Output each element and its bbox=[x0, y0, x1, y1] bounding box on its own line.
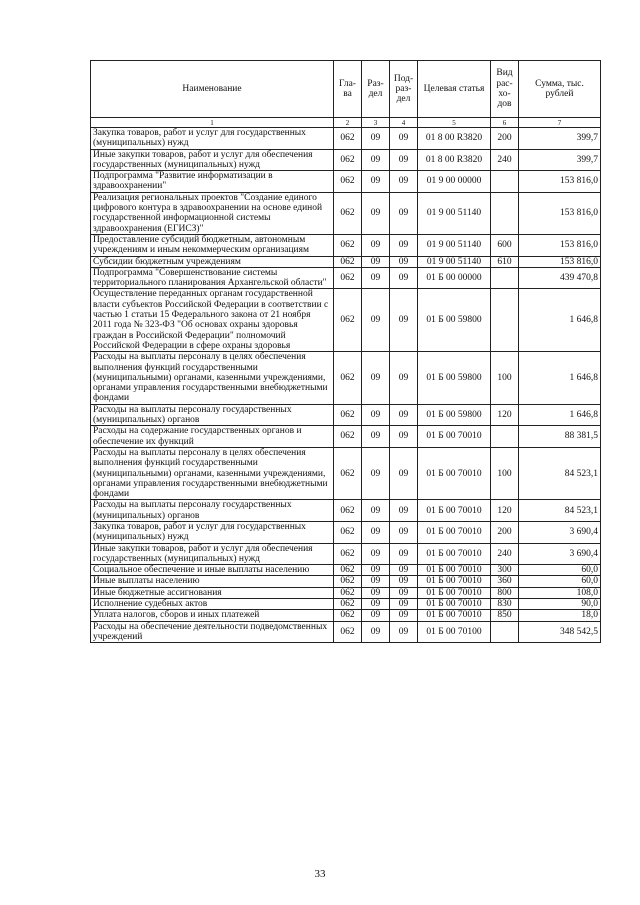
row-target: 01 Б 00 59800 bbox=[418, 404, 491, 426]
row-podrazdel: 09 bbox=[390, 576, 418, 587]
column-number: 1 bbox=[91, 118, 334, 128]
row-name: Социальное обеспечение и иные выплаты населению bbox=[91, 565, 334, 576]
row-razdel: 09 bbox=[362, 352, 390, 404]
row-name: Расходы на выплаты персоналу государственных (муниципальных) органов bbox=[91, 500, 334, 522]
row-podrazdel: 09 bbox=[390, 404, 418, 426]
row-razdel: 09 bbox=[362, 192, 390, 234]
row-sum: 153 816,0 bbox=[519, 256, 601, 267]
page-number: 33 bbox=[314, 868, 326, 880]
row-podrazdel: 09 bbox=[390, 599, 418, 610]
row-glava: 062 bbox=[334, 587, 362, 598]
row-target: 01 9 00 51140 bbox=[418, 256, 491, 267]
row-glava: 062 bbox=[334, 149, 362, 171]
header-name: Наименование bbox=[91, 61, 334, 118]
row-name: Уплата налогов, сборов и иных платежей bbox=[91, 610, 334, 621]
row-target: 01 Б 00 70010 bbox=[418, 599, 491, 610]
row-target: 01 9 00 00000 bbox=[418, 171, 491, 193]
row-razdel: 09 bbox=[362, 128, 390, 150]
row-razdel: 09 bbox=[362, 234, 390, 256]
row-razdel: 09 bbox=[362, 447, 390, 499]
row-target: 01 Б 00 70010 bbox=[418, 426, 491, 448]
row-sum: 1 646,8 bbox=[519, 352, 601, 404]
row-glava: 062 bbox=[334, 352, 362, 404]
table-row bbox=[91, 599, 601, 610]
row-vid: 830 bbox=[491, 599, 519, 610]
row-sum: 399,7 bbox=[519, 128, 601, 150]
table-row bbox=[91, 543, 601, 565]
table-row bbox=[91, 171, 601, 193]
table-row bbox=[91, 587, 601, 598]
row-name: Предоставление субсидий бюджетным, автономным учреждениям и иным некоммерческим организациям bbox=[91, 234, 334, 256]
row-podrazdel: 09 bbox=[390, 521, 418, 543]
row-target: 01 9 00 51140 bbox=[418, 234, 491, 256]
row-sum: 88 381,5 bbox=[519, 426, 601, 448]
row-podrazdel: 09 bbox=[390, 149, 418, 171]
table-body bbox=[91, 118, 601, 643]
row-name: Подпрограмма "Совершенствование системы территориального планирования Архангельской области" bbox=[91, 267, 334, 289]
row-target: 01 8 00 R3820 bbox=[418, 128, 491, 150]
header-row bbox=[91, 61, 601, 118]
row-sum: 84 523,1 bbox=[519, 447, 601, 499]
row-vid bbox=[491, 621, 519, 643]
row-glava: 062 bbox=[334, 576, 362, 587]
row-target: 01 Б 00 00000 bbox=[418, 267, 491, 289]
row-vid bbox=[491, 289, 519, 352]
row-razdel: 09 bbox=[362, 543, 390, 565]
row-target: 01 8 00 R3820 bbox=[418, 149, 491, 171]
table-row bbox=[91, 149, 601, 171]
row-target: 01 Б 00 70010 bbox=[418, 610, 491, 621]
row-razdel: 09 bbox=[362, 565, 390, 576]
row-vid bbox=[491, 192, 519, 234]
row-vid bbox=[491, 426, 519, 448]
row-vid: 800 bbox=[491, 587, 519, 598]
table-row bbox=[91, 610, 601, 621]
row-vid: 240 bbox=[491, 149, 519, 171]
row-glava: 062 bbox=[334, 543, 362, 565]
row-glava: 062 bbox=[334, 171, 362, 193]
row-name: Расходы на содержание государственных органов и обеспечение их функций bbox=[91, 426, 334, 448]
row-razdel: 09 bbox=[362, 171, 390, 193]
row-sum: 439 470,8 bbox=[519, 267, 601, 289]
row-podrazdel: 09 bbox=[390, 447, 418, 499]
row-glava: 062 bbox=[334, 521, 362, 543]
row-sum: 348 542,5 bbox=[519, 621, 601, 643]
row-target: 01 Б 00 59800 bbox=[418, 289, 491, 352]
row-vid: 100 bbox=[491, 447, 519, 499]
column-number: 6 bbox=[491, 118, 519, 128]
table-row bbox=[91, 576, 601, 587]
row-name: Расходы на выплаты персоналу в целях обеспечения выполнения функций государственными (муниципальными) органами, казенными учреждениями, органами управления государственными внебюджетными фондами bbox=[91, 352, 334, 404]
column-number: 4 bbox=[390, 118, 418, 128]
row-name: Осуществление переданных органам государственной власти субъектов Российской Федерации в соответствии с частью 1 статьи 15 Федерального закона от 21 ноября 2011 года № 323-ФЗ "Об основах охраны здоровья граждан в Российской Федерации" полномочий Российской Федерации в сфере охраны здоровья bbox=[91, 289, 334, 352]
table-row bbox=[91, 404, 601, 426]
table-row bbox=[91, 234, 601, 256]
row-razdel: 09 bbox=[362, 599, 390, 610]
row-target: 01 Б 00 70010 bbox=[418, 543, 491, 565]
row-podrazdel: 09 bbox=[390, 587, 418, 598]
row-name: Иные выплаты населению bbox=[91, 576, 334, 587]
row-glava: 062 bbox=[334, 610, 362, 621]
row-vid bbox=[491, 267, 519, 289]
row-sum: 3 690,4 bbox=[519, 543, 601, 565]
row-podrazdel: 09 bbox=[390, 610, 418, 621]
table-row bbox=[91, 256, 601, 267]
row-glava: 062 bbox=[334, 426, 362, 448]
row-name: Подпрограмма "Развитие информатизации в здравоохранении" bbox=[91, 171, 334, 193]
row-glava: 062 bbox=[334, 256, 362, 267]
row-glava: 062 bbox=[334, 267, 362, 289]
row-sum: 399,7 bbox=[519, 149, 601, 171]
row-vid: 240 bbox=[491, 543, 519, 565]
row-sum: 153 816,0 bbox=[519, 171, 601, 193]
header-sum: Сумма, тыс. рублей bbox=[519, 61, 601, 118]
column-number: 3 bbox=[362, 118, 390, 128]
row-podrazdel: 09 bbox=[390, 565, 418, 576]
row-razdel: 09 bbox=[362, 500, 390, 522]
row-target: 01 Б 00 70010 bbox=[418, 587, 491, 598]
row-podrazdel: 09 bbox=[390, 128, 418, 150]
row-podrazdel: 09 bbox=[390, 234, 418, 256]
row-sum: 90,0 bbox=[519, 599, 601, 610]
row-glava: 062 bbox=[334, 128, 362, 150]
row-sum: 3 690,4 bbox=[519, 521, 601, 543]
row-sum: 18,0 bbox=[519, 610, 601, 621]
row-name: Реализация региональных проектов "Создание единого цифрового контура в здравоохранении на основе единой государственной информационной системы здравоохранения (ЕГИСЗ)" bbox=[91, 192, 334, 234]
row-name: Расходы на выплаты персоналу в целях обеспечения выполнения функций государственными (муниципальными) органами, казенными учреждениями, органами управления государственными внебюджетными фондами bbox=[91, 447, 334, 499]
row-sum: 1 646,8 bbox=[519, 404, 601, 426]
row-sum: 1 646,8 bbox=[519, 289, 601, 352]
table-row bbox=[91, 192, 601, 234]
row-glava: 062 bbox=[334, 289, 362, 352]
row-podrazdel: 09 bbox=[390, 289, 418, 352]
table-row bbox=[91, 426, 601, 448]
table-row bbox=[91, 289, 601, 352]
row-podrazdel: 09 bbox=[390, 352, 418, 404]
row-razdel: 09 bbox=[362, 149, 390, 171]
row-target: 01 Б 00 70010 bbox=[418, 576, 491, 587]
row-vid: 120 bbox=[491, 404, 519, 426]
budget-table bbox=[90, 60, 601, 643]
row-podrazdel: 09 bbox=[390, 171, 418, 193]
table-row bbox=[91, 500, 601, 522]
row-glava: 062 bbox=[334, 192, 362, 234]
row-podrazdel: 09 bbox=[390, 500, 418, 522]
row-sum: 108,0 bbox=[519, 587, 601, 598]
column-number: 7 bbox=[519, 118, 601, 128]
row-vid: 300 bbox=[491, 565, 519, 576]
row-name: Закупка товаров, работ и услуг для государственных (муниципальных) нужд bbox=[91, 128, 334, 150]
row-vid: 610 bbox=[491, 256, 519, 267]
row-name: Расходы на обеспечение деятельности подведомственных учреждений bbox=[91, 621, 334, 643]
row-glava: 062 bbox=[334, 565, 362, 576]
table-row bbox=[91, 565, 601, 576]
row-glava: 062 bbox=[334, 500, 362, 522]
row-glava: 062 bbox=[334, 404, 362, 426]
header-podrazdel: Под-раз-дел bbox=[390, 61, 418, 118]
row-glava: 062 bbox=[334, 599, 362, 610]
row-target: 01 Б 00 70100 bbox=[418, 621, 491, 643]
row-podrazdel: 09 bbox=[390, 256, 418, 267]
column-number: 2 bbox=[334, 118, 362, 128]
row-vid: 200 bbox=[491, 128, 519, 150]
row-name: Исполнение судебных актов bbox=[91, 599, 334, 610]
row-podrazdel: 09 bbox=[390, 543, 418, 565]
column-numbers-row bbox=[91, 118, 601, 128]
row-podrazdel: 09 bbox=[390, 426, 418, 448]
header-target: Целевая статья bbox=[418, 61, 491, 118]
row-name: Субсидии бюджетным учреждениям bbox=[91, 256, 334, 267]
row-vid: 850 bbox=[491, 610, 519, 621]
budget-sheet bbox=[90, 60, 600, 643]
table-row bbox=[91, 447, 601, 499]
row-razdel: 09 bbox=[362, 404, 390, 426]
row-razdel: 09 bbox=[362, 426, 390, 448]
row-razdel: 09 bbox=[362, 610, 390, 621]
table-row bbox=[91, 267, 601, 289]
row-razdel: 09 bbox=[362, 289, 390, 352]
table-row bbox=[91, 521, 601, 543]
row-vid: 200 bbox=[491, 521, 519, 543]
row-sum: 153 816,0 bbox=[519, 234, 601, 256]
row-razdel: 09 bbox=[362, 576, 390, 587]
header-glava: Гла-ва bbox=[334, 61, 362, 118]
row-vid: 100 bbox=[491, 352, 519, 404]
row-razdel: 09 bbox=[362, 521, 390, 543]
row-vid bbox=[491, 171, 519, 193]
row-glava: 062 bbox=[334, 234, 362, 256]
row-podrazdel: 09 bbox=[390, 621, 418, 643]
row-podrazdel: 09 bbox=[390, 267, 418, 289]
row-sum: 60,0 bbox=[519, 565, 601, 576]
column-number: 5 bbox=[418, 118, 491, 128]
row-target: 01 Б 00 59800 bbox=[418, 352, 491, 404]
row-vid: 360 bbox=[491, 576, 519, 587]
row-glava: 062 bbox=[334, 621, 362, 643]
row-target: 01 Б 00 70010 bbox=[418, 500, 491, 522]
row-name: Иные бюджетные ассигнования bbox=[91, 587, 334, 598]
row-vid: 600 bbox=[491, 234, 519, 256]
row-sum: 153 816,0 bbox=[519, 192, 601, 234]
row-sum: 60,0 bbox=[519, 576, 601, 587]
row-podrazdel: 09 bbox=[390, 192, 418, 234]
row-razdel: 09 bbox=[362, 621, 390, 643]
row-name: Закупка товаров, работ и услуг для государственных (муниципальных) нужд bbox=[91, 521, 334, 543]
row-target: 01 Б 00 70010 bbox=[418, 447, 491, 499]
row-razdel: 09 bbox=[362, 256, 390, 267]
row-target: 01 9 00 51140 bbox=[418, 192, 491, 234]
row-name: Иные закупки товаров, работ и услуг для обеспечения государственных (муниципальных) нужд bbox=[91, 543, 334, 565]
row-target: 01 Б 00 70010 bbox=[418, 521, 491, 543]
row-name: Расходы на выплаты персоналу государственных (муниципальных) органов bbox=[91, 404, 334, 426]
table-row bbox=[91, 621, 601, 643]
header-razdel: Раз-дел bbox=[362, 61, 390, 118]
header-vid: Вид рас-хо-дов bbox=[491, 61, 519, 118]
row-name: Иные закупки товаров, работ и услуг для обеспечения государственных (муниципальных) нужд bbox=[91, 149, 334, 171]
row-razdel: 09 bbox=[362, 267, 390, 289]
row-vid: 120 bbox=[491, 500, 519, 522]
row-sum: 84 523,1 bbox=[519, 500, 601, 522]
table-row bbox=[91, 128, 601, 150]
row-glava: 062 bbox=[334, 447, 362, 499]
table-row bbox=[91, 352, 601, 404]
row-razdel: 09 bbox=[362, 587, 390, 598]
row-target: 01 Б 00 70010 bbox=[418, 565, 491, 576]
